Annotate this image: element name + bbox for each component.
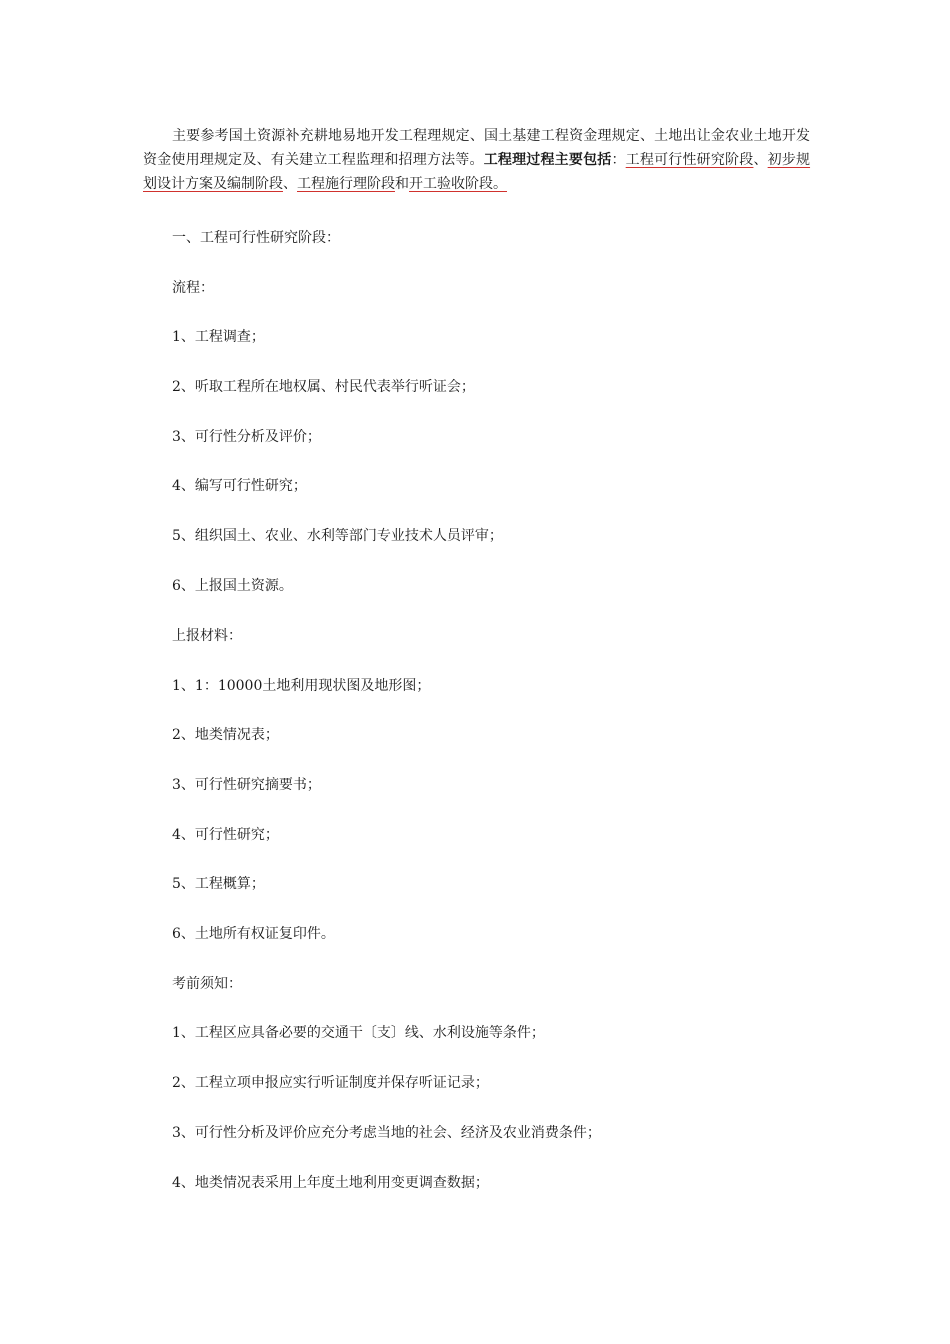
intro-colon: ： — [611, 152, 626, 168]
stage-design-link: 初步规划设计方案及编制阶段 — [143, 152, 811, 192]
intro-paragraph — [143, 124, 810, 196]
intro-sep-2: 、 — [283, 176, 297, 192]
intro-text: 主要参考国土资源补充耕地易地开发工程理规定、国土基建工程资金理规定、土地出让金农业土地开发资金使用理规定及、有关建立工程监理和招理方法等。 — [143, 128, 810, 168]
notes-item: 3、可行性分析及评价应充分考虑当地的社会、经济及农业消费条件； — [172, 1125, 601, 1141]
process-item: 2、听取工程所在地权属、村民代表举行听证会； — [172, 379, 475, 395]
intro-conj: 和 — [395, 176, 409, 192]
materials-item: 6、土地所有权证复印件。 — [172, 926, 335, 942]
process-item: 3、可行性分析及评价； — [172, 429, 321, 445]
intro-sep-1: 、 — [753, 152, 768, 168]
notes-item: 4、地类情况表采用上年度土地利用变更调查数据； — [172, 1175, 489, 1191]
intro-bold-summary: 工程理过程主要包括 — [483, 152, 612, 168]
section-title: 一、工程可行性研究阶段： — [172, 230, 340, 246]
materials-item: 1、1：10000土地利用现状图及地形图； — [172, 678, 431, 694]
materials-item: 2、地类情况表； — [172, 727, 279, 743]
stage-feasibility-link: 工程可行性研究阶段 — [625, 152, 754, 168]
notes-heading: 考前须知： — [172, 976, 242, 992]
materials-item: 5、工程概算； — [172, 876, 265, 892]
notes-item: 1、工程区应具备必要的交通干〔支〕线、水利设施等条件； — [172, 1025, 545, 1041]
notes-item: 2、工程立项申报应实行听证制度并保存听证记录； — [172, 1075, 489, 1091]
materials-heading: 上报材料： — [172, 628, 242, 644]
materials-item: 4、可行性研究； — [172, 827, 279, 843]
materials-item: 3、可行性研究摘要书； — [172, 777, 321, 793]
process-item: 4、编写可行性研究； — [172, 478, 307, 494]
process-item: 5、组织国土、农业、水利等部门专业技术人员评审； — [172, 528, 503, 544]
stage-implementation-link: 工程施行理阶段 — [297, 176, 395, 192]
process-heading: 流程： — [172, 280, 214, 296]
process-item: 1、工程调查； — [172, 329, 265, 345]
stage-acceptance-link: 开工验收阶段。 — [409, 176, 507, 192]
process-item: 6、上报国土资源。 — [172, 578, 293, 594]
